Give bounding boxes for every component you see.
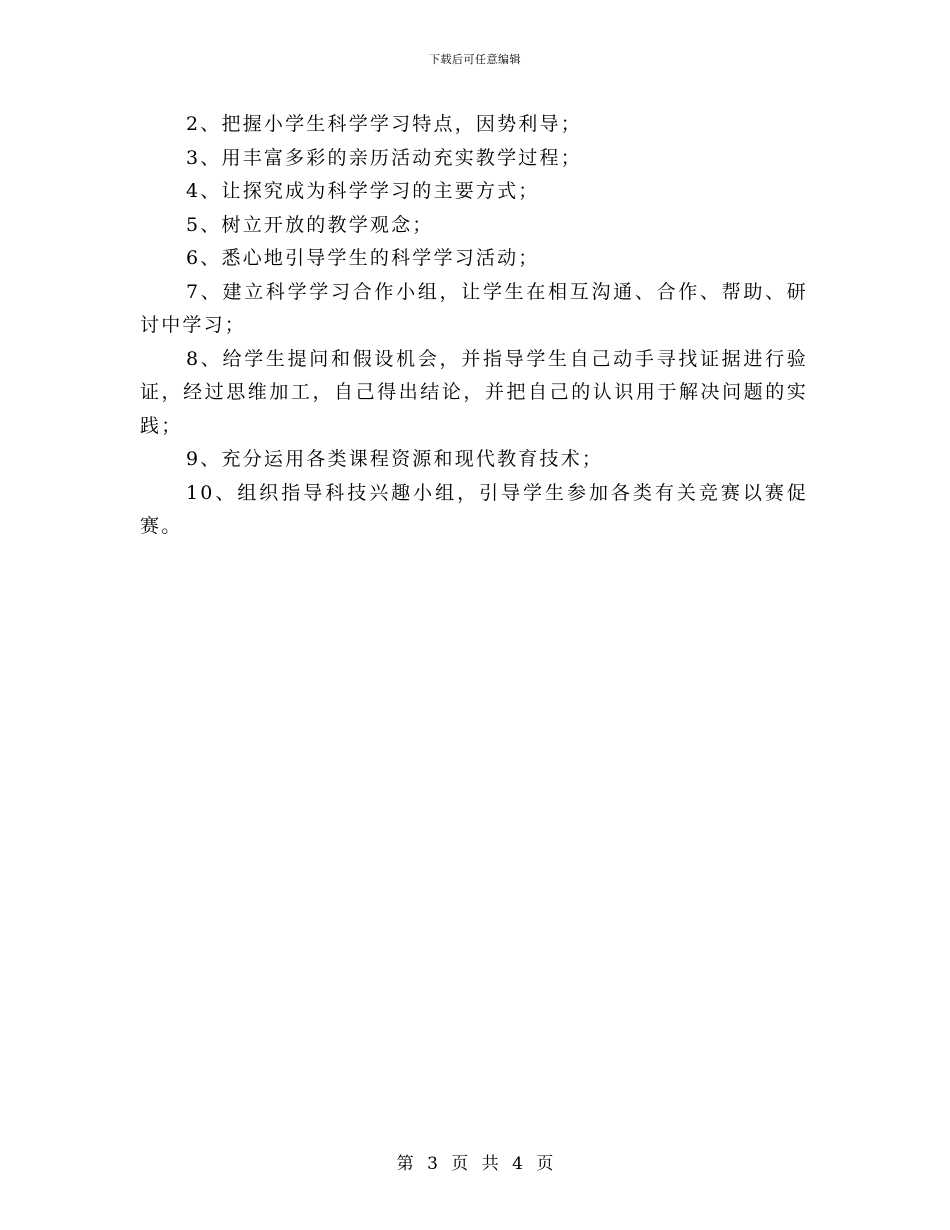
paragraph-item-8: 8、给学生提问和假设机会，并指导学生自己动手寻找证据进行验证，经过思维加工，自己得出结论，并把自己的认识用于解决问题的实践； (140, 347, 808, 437)
paragraph-item-10: 10、组织指导科技兴趣小组，引导学生参加各类有关竞赛以赛促赛。 (140, 481, 808, 537)
paragraph-item-4: 4、让探究成为科学学习的主要方式； (186, 180, 540, 202)
paragraph-item-9: 9、充分运用各类课程资源和现代教育技术； (186, 448, 604, 470)
paragraph-item-5: 5、树立开放的教学观念； (186, 213, 434, 236)
footer-page-word: 页 (451, 1154, 469, 1174)
page-header (0, 52, 950, 68)
paragraph-item-7: 7、建立科学学习合作小组，让学生在相互沟通、合作、帮助、研讨中学习； (140, 280, 808, 336)
footer-suffix: 页 (536, 1154, 554, 1174)
total-page-number: 4 (512, 1154, 523, 1174)
page-footer (0, 1152, 950, 1176)
paragraph-item-2: 2、把握小学生科学学习特点，因势利导； (186, 113, 582, 135)
footer-total-word: 共 (481, 1154, 499, 1174)
paragraph-item-6: 6、悉心地引导学生的科学学习活动； (186, 247, 540, 269)
current-page-number: 3 (427, 1154, 438, 1174)
document-body (140, 108, 808, 544)
paragraph-item-3: 3、用丰富多彩的亲历活动充实教学过程； (186, 146, 582, 169)
footer-prefix: 第 (396, 1154, 414, 1174)
header-text: 下载后可任意编辑 (429, 53, 521, 66)
